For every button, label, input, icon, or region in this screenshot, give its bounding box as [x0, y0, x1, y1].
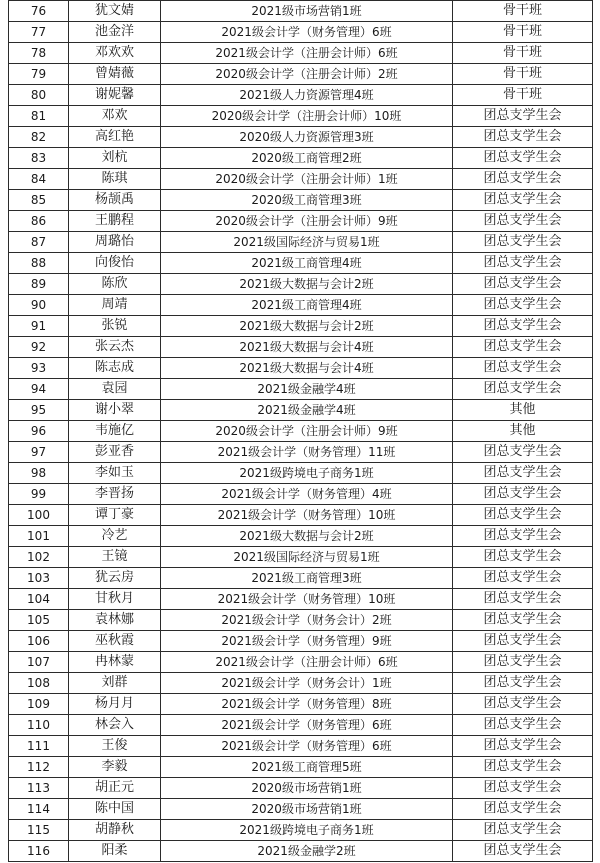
row-number-cell: 112: [9, 757, 69, 778]
table-row: [9, 715, 593, 736]
row-number-cell: 106: [9, 631, 69, 652]
class-name-cell: 2021级会计学（注册会计师）6班: [161, 652, 453, 673]
table-row: [9, 358, 593, 379]
class-name-cell: 2020级工商管理3班: [161, 190, 453, 211]
organization-cell: 团总支学生会: [453, 358, 593, 379]
row-number-cell: 107: [9, 652, 69, 673]
table-row: [9, 400, 593, 421]
class-name-cell: 2021级跨境电子商务1班: [161, 463, 453, 484]
table-row: [9, 43, 593, 64]
student-name-cell: 周璐怡: [69, 232, 161, 253]
organization-cell: 团总支学生会: [453, 148, 593, 169]
organization-cell: 其他: [453, 421, 593, 442]
organization-cell: 团总支学生会: [453, 127, 593, 148]
organization-cell: 骨干班: [453, 85, 593, 106]
organization-cell: 团总支学生会: [453, 316, 593, 337]
organization-cell: 团总支学生会: [453, 484, 593, 505]
row-number-cell: 100: [9, 505, 69, 526]
class-name-cell: 2020级人力资源管理3班: [161, 127, 453, 148]
class-name-cell: 2021级工商管理4班: [161, 253, 453, 274]
class-name-cell: 2021级会计学（财务会计）1班: [161, 673, 453, 694]
table-row: [9, 253, 593, 274]
table-row: [9, 778, 593, 799]
class-name-cell: 2021级国际经济与贸易1班: [161, 547, 453, 568]
table-row: [9, 274, 593, 295]
row-number-cell: 99: [9, 484, 69, 505]
table-row: [9, 85, 593, 106]
student-name-cell: 高红艳: [69, 127, 161, 148]
organization-cell: 团总支学生会: [453, 274, 593, 295]
table-row: [9, 568, 593, 589]
table-row: [9, 316, 593, 337]
class-name-cell: 2021级市场营销1班: [161, 1, 453, 22]
row-number-cell: 77: [9, 22, 69, 43]
row-number-cell: 110: [9, 715, 69, 736]
student-name-cell: 陈中国: [69, 799, 161, 820]
organization-cell: 团总支学生会: [453, 673, 593, 694]
table-row: [9, 652, 593, 673]
table-row: [9, 232, 593, 253]
row-number-cell: 111: [9, 736, 69, 757]
organization-cell: 团总支学生会: [453, 631, 593, 652]
student-name-cell: 李毅: [69, 757, 161, 778]
class-name-cell: 2021级会计学（注册会计师）6班: [161, 43, 453, 64]
table-row: [9, 64, 593, 85]
class-name-cell: 2020级会计学（注册会计师）9班: [161, 421, 453, 442]
student-name-cell: 刘群: [69, 673, 161, 694]
class-name-cell: 2020级市场营销1班: [161, 778, 453, 799]
row-number-cell: 97: [9, 442, 69, 463]
student-name-cell: 王镜: [69, 547, 161, 568]
row-number-cell: 81: [9, 106, 69, 127]
class-name-cell: 2021级金融学2班: [161, 841, 453, 862]
organization-cell: 团总支学生会: [453, 841, 593, 862]
roster-body: [9, 1, 593, 862]
table-row: [9, 169, 593, 190]
student-name-cell: 李晋扬: [69, 484, 161, 505]
table-row: [9, 211, 593, 232]
row-number-cell: 98: [9, 463, 69, 484]
table-row: [9, 421, 593, 442]
student-name-cell: 胡正元: [69, 778, 161, 799]
student-name-cell: 曾婧薇: [69, 64, 161, 85]
table-row: [9, 295, 593, 316]
table-row: [9, 148, 593, 169]
organization-cell: 团总支学生会: [453, 568, 593, 589]
row-number-cell: 76: [9, 1, 69, 22]
class-name-cell: 2020级会计学（注册会计师）1班: [161, 169, 453, 190]
class-name-cell: 2020级会计学（注册会计师）9班: [161, 211, 453, 232]
class-name-cell: 2021级大数据与会计4班: [161, 337, 453, 358]
class-name-cell: 2021级会计学（财务管理）8班: [161, 694, 453, 715]
class-name-cell: 2021级工商管理4班: [161, 295, 453, 316]
organization-cell: 团总支学生会: [453, 757, 593, 778]
student-name-cell: 陈琪: [69, 169, 161, 190]
class-name-cell: 2021级大数据与会计2班: [161, 526, 453, 547]
table-row: [9, 22, 593, 43]
student-name-cell: 池金洋: [69, 22, 161, 43]
table-row: [9, 694, 593, 715]
class-name-cell: 2020级市场营销1班: [161, 799, 453, 820]
table-row: [9, 106, 593, 127]
student-name-cell: 周靖: [69, 295, 161, 316]
organization-cell: 团总支学生会: [453, 652, 593, 673]
class-name-cell: 2021级工商管理3班: [161, 568, 453, 589]
table-row: [9, 505, 593, 526]
row-number-cell: 88: [9, 253, 69, 274]
organization-cell: 团总支学生会: [453, 736, 593, 757]
table-row: [9, 610, 593, 631]
organization-cell: 团总支学生会: [453, 547, 593, 568]
row-number-cell: 105: [9, 610, 69, 631]
row-number-cell: 96: [9, 421, 69, 442]
student-name-cell: 李如玉: [69, 463, 161, 484]
student-name-cell: 王俊: [69, 736, 161, 757]
class-name-cell: 2021级大数据与会计2班: [161, 274, 453, 295]
organization-cell: 团总支学生会: [453, 526, 593, 547]
student-name-cell: 袁林娜: [69, 610, 161, 631]
student-name-cell: 王鹏程: [69, 211, 161, 232]
student-name-cell: 谢小翠: [69, 400, 161, 421]
row-number-cell: 83: [9, 148, 69, 169]
row-number-cell: 102: [9, 547, 69, 568]
table-row: [9, 820, 593, 841]
organization-cell: 团总支学生会: [453, 610, 593, 631]
organization-cell: 团总支学生会: [453, 694, 593, 715]
organization-cell: 团总支学生会: [453, 337, 593, 358]
student-name-cell: 林会入: [69, 715, 161, 736]
class-name-cell: 2021级会计学（财务管理）4班: [161, 484, 453, 505]
roster-table: [8, 0, 593, 862]
class-name-cell: 2021级会计学（财务会计）2班: [161, 610, 453, 631]
class-name-cell: 2021级人力资源管理4班: [161, 85, 453, 106]
student-name-cell: 张云杰: [69, 337, 161, 358]
organization-cell: 团总支学生会: [453, 379, 593, 400]
row-number-cell: 103: [9, 568, 69, 589]
row-number-cell: 114: [9, 799, 69, 820]
student-name-cell: 张锐: [69, 316, 161, 337]
organization-cell: 团总支学生会: [453, 232, 593, 253]
organization-cell: 团总支学生会: [453, 106, 593, 127]
row-number-cell: 85: [9, 190, 69, 211]
student-name-cell: 谭丁豪: [69, 505, 161, 526]
table-row: [9, 463, 593, 484]
student-name-cell: 邓欢欢: [69, 43, 161, 64]
student-name-cell: 袁园: [69, 379, 161, 400]
student-name-cell: 杨颉禹: [69, 190, 161, 211]
roster-sheet: [8, 0, 592, 862]
row-number-cell: 79: [9, 64, 69, 85]
class-name-cell: 2020级工商管理2班: [161, 148, 453, 169]
table-row: [9, 1, 593, 22]
organization-cell: 团总支学生会: [453, 589, 593, 610]
class-name-cell: 2021级国际经济与贸易1班: [161, 232, 453, 253]
organization-cell: 骨干班: [453, 64, 593, 85]
row-number-cell: 84: [9, 169, 69, 190]
table-row: [9, 337, 593, 358]
table-row: [9, 547, 593, 568]
table-row: [9, 526, 593, 547]
organization-cell: 团总支学生会: [453, 295, 593, 316]
student-name-cell: 陈欣: [69, 274, 161, 295]
row-number-cell: 91: [9, 316, 69, 337]
class-name-cell: 2021级会计学（财务管理）10班: [161, 505, 453, 526]
student-name-cell: 杨月月: [69, 694, 161, 715]
class-name-cell: 2021级会计学（财务管理）9班: [161, 631, 453, 652]
organization-cell: 团总支学生会: [453, 778, 593, 799]
organization-cell: 骨干班: [453, 43, 593, 64]
student-name-cell: 陈志成: [69, 358, 161, 379]
row-number-cell: 101: [9, 526, 69, 547]
student-name-cell: 巫秋霞: [69, 631, 161, 652]
class-name-cell: 2020级会计学（注册会计师）10班: [161, 106, 453, 127]
row-number-cell: 93: [9, 358, 69, 379]
class-name-cell: 2021级跨境电子商务1班: [161, 820, 453, 841]
table-row: [9, 442, 593, 463]
row-number-cell: 89: [9, 274, 69, 295]
row-number-cell: 94: [9, 379, 69, 400]
student-name-cell: 犹文婧: [69, 1, 161, 22]
student-name-cell: 冷艺: [69, 526, 161, 547]
row-number-cell: 104: [9, 589, 69, 610]
class-name-cell: 2020级会计学（注册会计师）2班: [161, 64, 453, 85]
student-name-cell: 刘杭: [69, 148, 161, 169]
row-number-cell: 82: [9, 127, 69, 148]
organization-cell: 团总支学生会: [453, 463, 593, 484]
class-name-cell: 2021级会计学（财务管理）11班: [161, 442, 453, 463]
row-number-cell: 90: [9, 295, 69, 316]
table-row: [9, 127, 593, 148]
student-name-cell: 邓欢: [69, 106, 161, 127]
row-number-cell: 80: [9, 85, 69, 106]
row-number-cell: 92: [9, 337, 69, 358]
row-number-cell: 108: [9, 673, 69, 694]
table-row: [9, 841, 593, 862]
table-row: [9, 673, 593, 694]
class-name-cell: 2021级会计学（财务管理）6班: [161, 736, 453, 757]
student-name-cell: 胡静秋: [69, 820, 161, 841]
organization-cell: 团总支学生会: [453, 820, 593, 841]
class-name-cell: 2021级工商管理5班: [161, 757, 453, 778]
row-number-cell: 115: [9, 820, 69, 841]
row-number-cell: 116: [9, 841, 69, 862]
organization-cell: 团总支学生会: [453, 190, 593, 211]
student-name-cell: 甘秋月: [69, 589, 161, 610]
class-name-cell: 2021级金融学4班: [161, 400, 453, 421]
table-row: [9, 631, 593, 652]
organization-cell: 团总支学生会: [453, 505, 593, 526]
organization-cell: 骨干班: [453, 1, 593, 22]
table-row: [9, 799, 593, 820]
organization-cell: 团总支学生会: [453, 253, 593, 274]
table-row: [9, 736, 593, 757]
class-name-cell: 2021级会计学（财务管理）6班: [161, 715, 453, 736]
row-number-cell: 109: [9, 694, 69, 715]
student-name-cell: 冉林蒙: [69, 652, 161, 673]
organization-cell: 团总支学生会: [453, 442, 593, 463]
organization-cell: 团总支学生会: [453, 715, 593, 736]
row-number-cell: 86: [9, 211, 69, 232]
table-row: [9, 484, 593, 505]
organization-cell: 团总支学生会: [453, 211, 593, 232]
student-name-cell: 韦施亿: [69, 421, 161, 442]
student-name-cell: 阳柔: [69, 841, 161, 862]
class-name-cell: 2021级大数据与会计2班: [161, 316, 453, 337]
student-name-cell: 谢妮馨: [69, 85, 161, 106]
organization-cell: 团总支学生会: [453, 169, 593, 190]
row-number-cell: 78: [9, 43, 69, 64]
table-row: [9, 757, 593, 778]
class-name-cell: 2021级会计学（财务管理）6班: [161, 22, 453, 43]
organization-cell: 其他: [453, 400, 593, 421]
table-row: [9, 589, 593, 610]
table-row: [9, 190, 593, 211]
organization-cell: 骨干班: [453, 22, 593, 43]
student-name-cell: 犹云房: [69, 568, 161, 589]
organization-cell: 团总支学生会: [453, 799, 593, 820]
row-number-cell: 113: [9, 778, 69, 799]
table-row: [9, 379, 593, 400]
student-name-cell: 彭亚香: [69, 442, 161, 463]
class-name-cell: 2021级金融学4班: [161, 379, 453, 400]
student-name-cell: 向俊怡: [69, 253, 161, 274]
class-name-cell: 2021级会计学（财务管理）10班: [161, 589, 453, 610]
class-name-cell: 2021级大数据与会计4班: [161, 358, 453, 379]
row-number-cell: 87: [9, 232, 69, 253]
row-number-cell: 95: [9, 400, 69, 421]
